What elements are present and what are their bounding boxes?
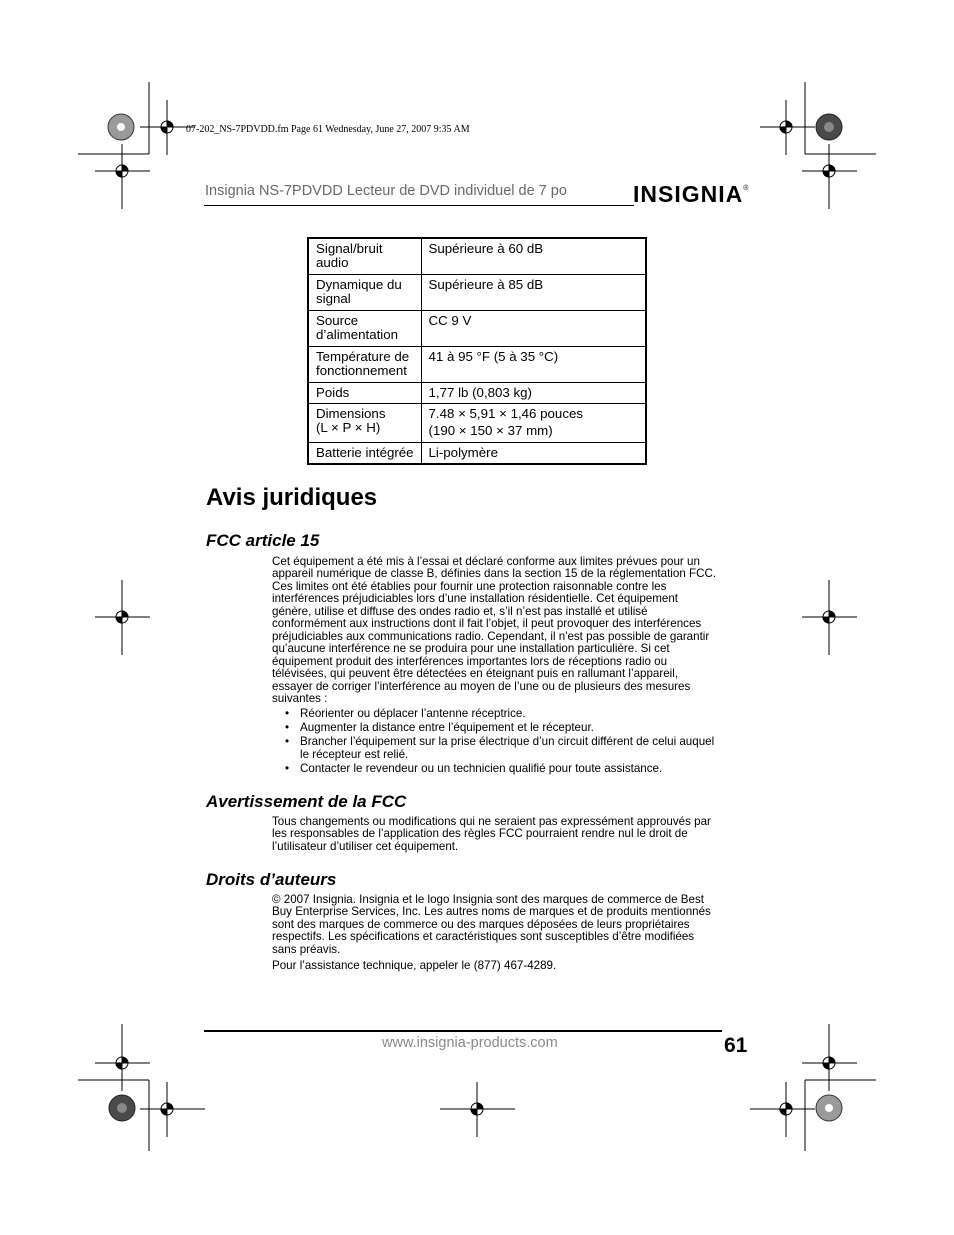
fcc-paragraph: Cet équipement a été mis à l’essai et déclaré conforme aux limites prévues pour un appareil numérique de classe B, définies dans la section 15 de la réglementation FCC. Ces limites ont été établies pour fournir une protection raisonnable contre les interférences préjudiciables lors d’une installation résidentielle. Cet équipement génère, utilise et diffuse des ondes radio et, s’il n’est pas installé et utilisé conformément aux instructions dont il fait l’objet, il peut provoquer des interférences préjudiciables aux communications radio. Cependant, il n'est pas possible de garantir qu’aucune interférence ne se produira pour une installation particulière. Si cet équipement produit des interférences importantes lors de réceptions radio ou télévisées, qui peuvent être détectées en éteignant puis en rallumant l’appareil, essayer de corriger l’interférence au moyen de l’une ou de plusieurs des mesures suivantes : bbox=[272, 555, 717, 705]
list-item: • Brancher l’équipement sur la prise électrique d’un circuit différent de celui auquel le récepteur est relié. bbox=[285, 736, 755, 761]
fcc-measures-list bbox=[285, 708, 755, 777]
spec-label: Signal/bruit audio bbox=[308, 238, 421, 274]
footer-rule bbox=[204, 1030, 722, 1032]
table-row bbox=[308, 403, 646, 442]
spec-value: Li-polymère bbox=[421, 442, 646, 464]
spec-value: 7.48 × 5,91 × 1,46 pouces (190 × 150 × 37 mm) bbox=[421, 403, 646, 442]
specifications-table bbox=[307, 237, 647, 465]
spec-value: CC 9 V bbox=[421, 310, 646, 346]
warning-heading: Avertissement de la FCC bbox=[206, 792, 407, 811]
support-line: Pour l’assistance technique, appeler le (877) 467-4289. bbox=[272, 959, 557, 972]
table-row bbox=[308, 274, 646, 310]
table-row bbox=[308, 442, 646, 464]
page-number: 61 bbox=[724, 1034, 748, 1057]
spec-label: Dynamique du signal bbox=[308, 274, 421, 310]
warning-paragraph: Tous changements ou modifications qui ne seraient pas expressément approuvés par les responsables de l’application des règles FCC pourraient rendre nul le droit de l’utilisateur d’utiliser cet équipement. bbox=[272, 815, 711, 853]
copyright-paragraph: © 2007 Insignia. Insignia et le logo Insignia sont des marques de commerce de Best Buy Enterprise Services, Inc. Les autres noms de marques et de produits mentionnés sont des marques de commerce ou des marques déposées de leurs propriétaires respectifs. Les spécifications et caractéristiques sont susceptibles d’être modifiées sans préavis. bbox=[272, 893, 711, 956]
header-rule bbox=[204, 205, 634, 206]
spec-label: Source d’alimentation bbox=[308, 310, 421, 346]
file-slug: 07-202_NS-7PDVDD.fm Page 61 Wednesday, June 27, 2007 9:35 AM bbox=[186, 124, 470, 135]
spec-value: 1,77 lb (0,803 kg) bbox=[421, 382, 646, 403]
section-title: Avis juridiques bbox=[206, 484, 378, 511]
list-item: • Contacter le revendeur ou un technicien qualifié pour toute assistance. bbox=[285, 763, 755, 775]
table-row bbox=[308, 346, 646, 382]
insignia-logo: INSIGNIA® bbox=[633, 181, 750, 207]
fcc-heading: FCC article 15 bbox=[206, 531, 320, 550]
spec-label: Température de fonctionnement bbox=[308, 346, 421, 382]
spec-label: Poids bbox=[308, 382, 421, 403]
spec-value: Supérieure à 60 dB bbox=[421, 238, 646, 274]
table-row bbox=[308, 382, 646, 403]
list-item: • Réorienter ou déplacer l’antenne réceptrice. bbox=[285, 708, 755, 720]
table-row bbox=[308, 310, 646, 346]
list-item: • Augmenter la distance entre l’équipement et le récepteur. bbox=[285, 722, 755, 734]
spec-label: Dimensions (L × P × H) bbox=[308, 403, 421, 442]
copyright-heading: Droits d’auteurs bbox=[206, 870, 337, 889]
footer-url: www.insignia-products.com bbox=[382, 1035, 558, 1051]
spec-label: Batterie intégrée bbox=[308, 442, 421, 464]
table-row bbox=[308, 238, 646, 274]
spec-value: 41 à 95 °F (5 à 35 °C) bbox=[421, 346, 646, 382]
spec-value: Supérieure à 85 dB bbox=[421, 274, 646, 310]
running-head: Insignia NS-7PDVDD Lecteur de DVD individuel de 7 po bbox=[205, 183, 567, 199]
